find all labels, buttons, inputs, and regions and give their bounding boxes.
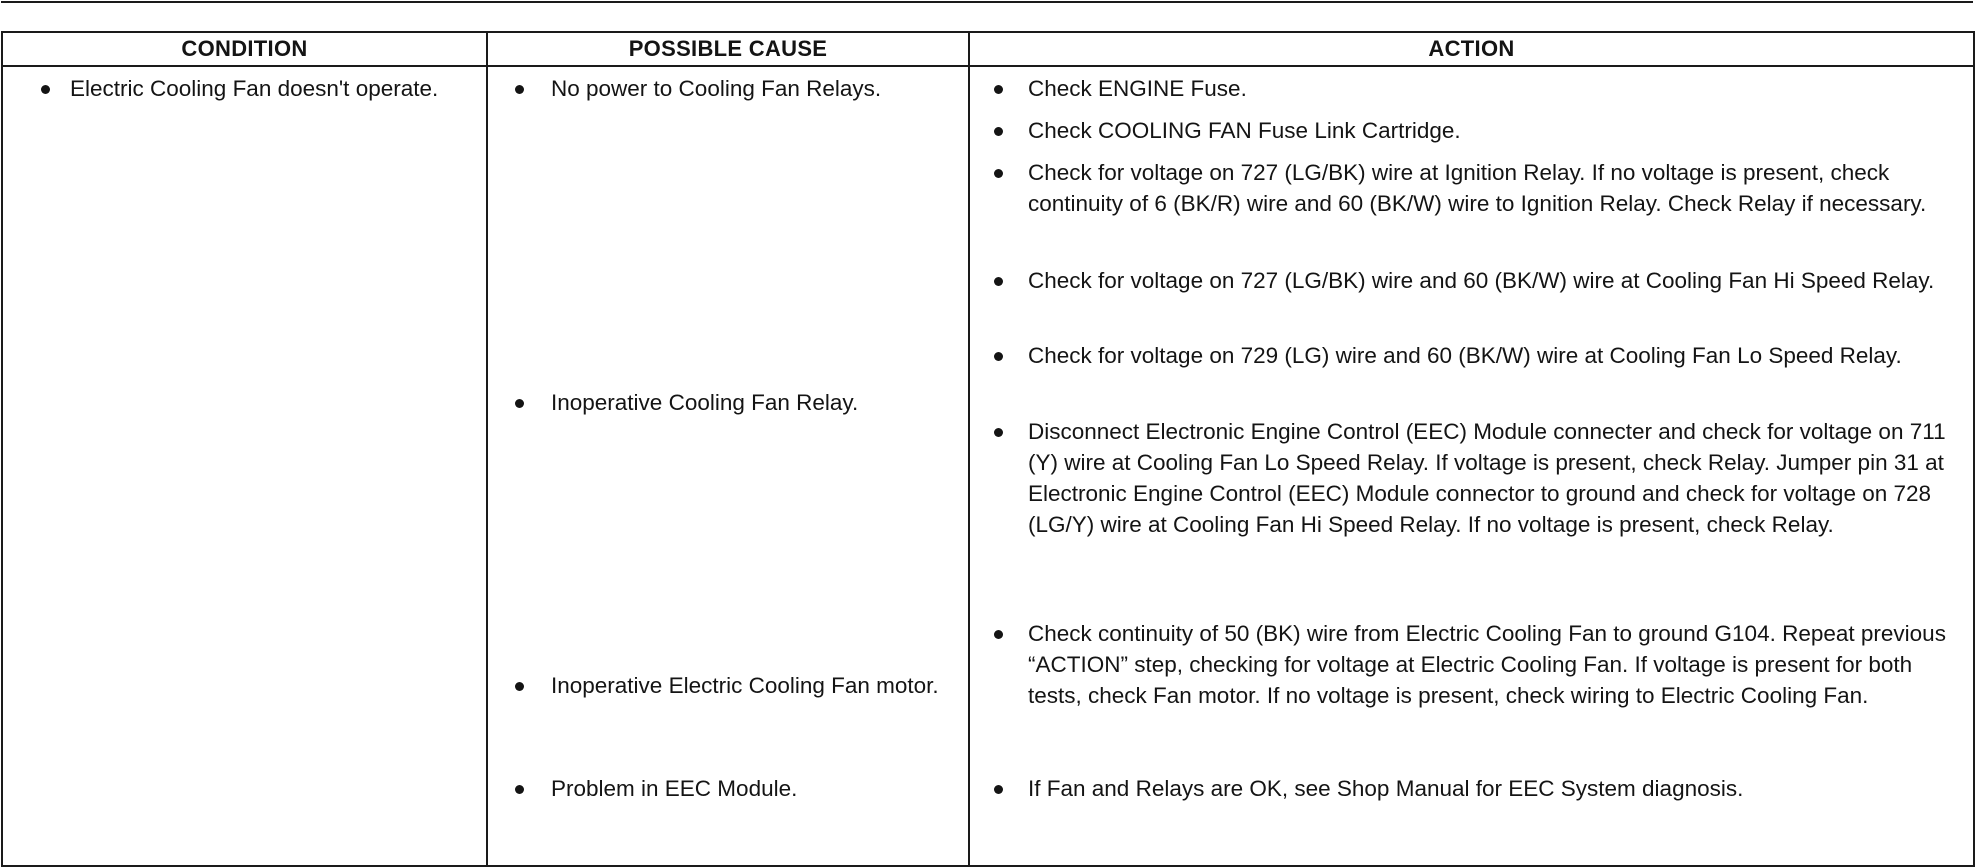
diagnosis-table	[1, 31, 1975, 867]
condition-item	[41, 73, 481, 104]
action-item	[994, 416, 1969, 540]
cause-text: Inoperative Cooling Fan Relay.	[551, 390, 859, 415]
action-item	[994, 115, 1969, 146]
header-action: ACTION	[969, 32, 1974, 66]
bullet-icon	[994, 85, 1003, 94]
cause-text: Inoperative Electric Cooling Fan motor.	[551, 673, 939, 698]
cause-item	[515, 73, 965, 104]
cause-item	[515, 773, 965, 804]
cause-item	[515, 670, 965, 701]
action-cell	[969, 66, 1974, 866]
bullet-icon	[994, 127, 1003, 136]
cause-cell	[487, 66, 969, 866]
condition-text: Electric Cooling Fan doesn't operate.	[70, 76, 439, 101]
action-text: If Fan and Relays are OK, see Shop Manual for EEC System diagnosis.	[1028, 776, 1744, 801]
cause-text: No power to Cooling Fan Relays.	[551, 76, 882, 101]
bullet-icon	[41, 85, 50, 94]
cause-text: Problem in EEC Module.	[551, 776, 798, 801]
action-item	[994, 265, 1969, 296]
action-text: Check for voltage on 729 (LG) wire and 60 (BK/W) wire at Cooling Fan Lo Speed Relay.	[1028, 343, 1902, 368]
bullet-icon	[515, 682, 524, 691]
action-item	[994, 157, 1969, 219]
action-item	[994, 340, 1969, 371]
top-rule	[1, 1, 1973, 3]
action-text: Check for voltage on 727 (LG/BK) wire and 60 (BK/W) wire at Cooling Fan Hi Speed Relay.	[1028, 268, 1935, 293]
action-text: Check continuity of 50 (BK) wire from Electric Cooling Fan to ground G104. Repeat previous “ACTION” step, checking for voltage at Electric Cooling Fan. If voltage is present for both tests, check Fan motor. If no voltage is present, check wiring to Electric Cooling Fan.	[1028, 621, 1946, 708]
action-text: Check ENGINE Fuse.	[1028, 76, 1247, 101]
bullet-icon	[515, 785, 524, 794]
bullet-icon	[994, 277, 1003, 286]
action-item	[994, 618, 1969, 711]
condition-cell	[2, 66, 487, 866]
bullet-icon	[515, 399, 524, 408]
action-item	[994, 773, 1969, 804]
action-text: Disconnect Electronic Engine Control (EEC) Module connecter and check for voltage on 711 (Y) wire at Cooling Fan Lo Speed Relay. If voltage is present, check Relay. Jumper pin 31 at Electronic Engine Control (EEC) Module connector to ground and check for voltage on 728 (LG/Y) wire at Cooling Fan Hi Speed Relay. If no voltage is present, check Relay.	[1028, 419, 1946, 537]
action-text: Check COOLING FAN Fuse Link Cartridge.	[1028, 118, 1461, 143]
action-text: Check for voltage on 727 (LG/BK) wire at Ignition Relay. If no voltage is present, check continuity of 6 (BK/R) wire and 60 (BK/W) wire to Ignition Relay. Check Relay if necessary.	[1028, 160, 1927, 216]
cause-item	[515, 387, 965, 418]
diagnosis-sheet	[1, 1, 1973, 861]
bullet-icon	[994, 428, 1003, 437]
action-item	[994, 73, 1969, 104]
bullet-icon	[994, 630, 1003, 639]
header-row	[2, 32, 1974, 66]
bullet-icon	[994, 352, 1003, 361]
bullet-icon	[994, 785, 1003, 794]
table-row	[2, 66, 1974, 866]
header-possible-cause: POSSIBLE CAUSE	[487, 32, 969, 66]
bullet-icon	[994, 169, 1003, 178]
header-condition: CONDITION	[2, 32, 487, 66]
bullet-icon	[515, 85, 524, 94]
